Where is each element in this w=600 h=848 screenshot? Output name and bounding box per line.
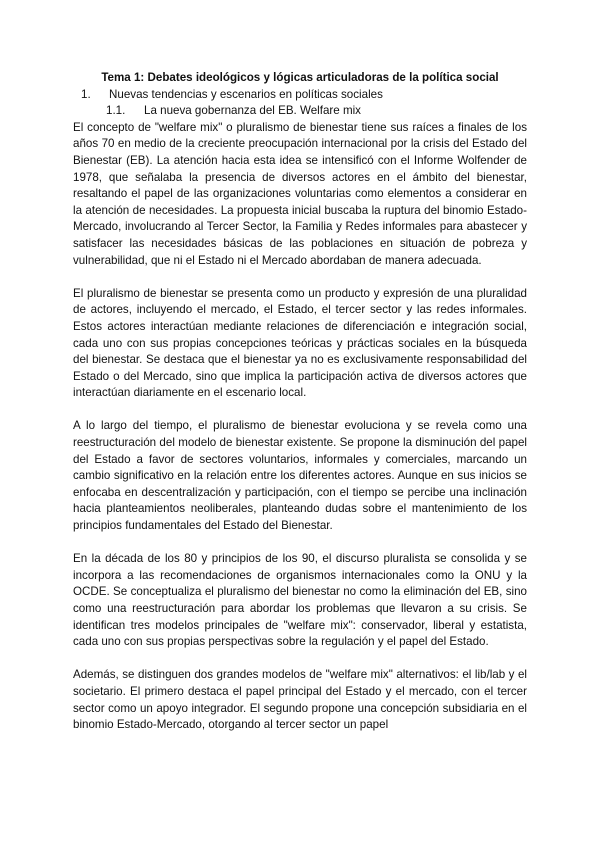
list-text: Nuevas tendencias y escenarios en políticas sociales: [109, 87, 383, 101]
list-item-level1: [73, 87, 527, 104]
paragraph-1: El concepto de "welfare mix" o pluralismo de bienestar tiene sus raíces a finales de los años 70 en medio de la creciente preocupación internacional por la crisis del Estado del Bienestar (EB). La atención hacia esta idea se intensificó con el Informe Wolfender de 1978, que señalaba la presencia de diversos actores en el ámbito del bienestar, resaltando el papel de las organizaciones voluntarias como elementos a considerar en la atención de necesidades. La propuesta inicial buscaba la ruptura del binomio Estado-Mercado, involucrando al Tercer Sector, la Familia y Redes informales para abastecer y satisfacer las necesidades básicas de las poblaciones en situación de pobreza y vulnerabilidad, que ni el Estado ni el Mercado abordaban de manera adecuada.: [73, 120, 527, 267]
paragraph-2: El pluralismo de bienestar se presenta como un producto y expresión de una pluralidad de actores, incluyendo el mercado, el Estado, el tercer sector y las redes informales. Estos actores interactúan mediante relaciones de diferenciación e integración social, cada uno con sus propias concepciones teóricas y prácticas sociales en la búsqueda del bienestar. Se destaca que el bienestar ya no es exclusivamente responsabilidad del Estado o del Mercado, sino que implica la participación activa de diversos actores que interactúan diariamente en el escenario local.: [73, 286, 527, 400]
list-item-level2: [73, 103, 527, 120]
list-number: 1.1.: [106, 104, 126, 118]
paragraph-4: En la década de los 80 y principios de los 90, el discurso pluralista se consolida y se incorpora a las recomendaciones de organismos internacionales como la ONU y la OCDE. Se conceptualiza el pluralismo del bienestar no como la eliminación del EB, sino como una reestructuración para abordar los problemas que llevaron a su crisis. Se identifican tres modelos principales de "welfare mix": conservador, liberal y estatista, cada uno con sus propias perspectivas sobre la regulación y el papel del Estado.: [73, 552, 527, 649]
list-number: 1.: [81, 87, 91, 101]
list-text: La nueva gobernanza del EB. Welfare mix: [144, 104, 361, 118]
document-page: [73, 70, 527, 750]
document-title: Tema 1: Debates ideológicos y lógicas articuladoras de la política social: [101, 71, 499, 84]
paragraph-5: Además, se distinguen dos grandes modelos de "welfare mix" alternativos: el lib/lab y el societario. El primero destaca el papel principal del Estado y el mercado, con el tercer sector como un apoyo integrador. El segundo propone una concepción subsidiaria en el binomio Estado-Mercado, otorgando al tercer sector un papel: [73, 668, 527, 732]
paragraph-3: A lo largo del tiempo, el pluralismo de bienestar evoluciona y se revela como una reestructuración del modelo de bienestar existente. Se propone la disminución del papel del Estado a favor de sectores voluntarios, informales y comerciales, marcando un cambio significativo en la relación entre los diferentes actores. Aunque en sus inicios se enfocaba en descentralización y participación, con el tiempo se percibe una inclinación hacia planteamientos neoliberales, planteando dudas sobre el mantenimiento de los principios fundamentales del Estado del Bienestar.: [73, 419, 527, 533]
